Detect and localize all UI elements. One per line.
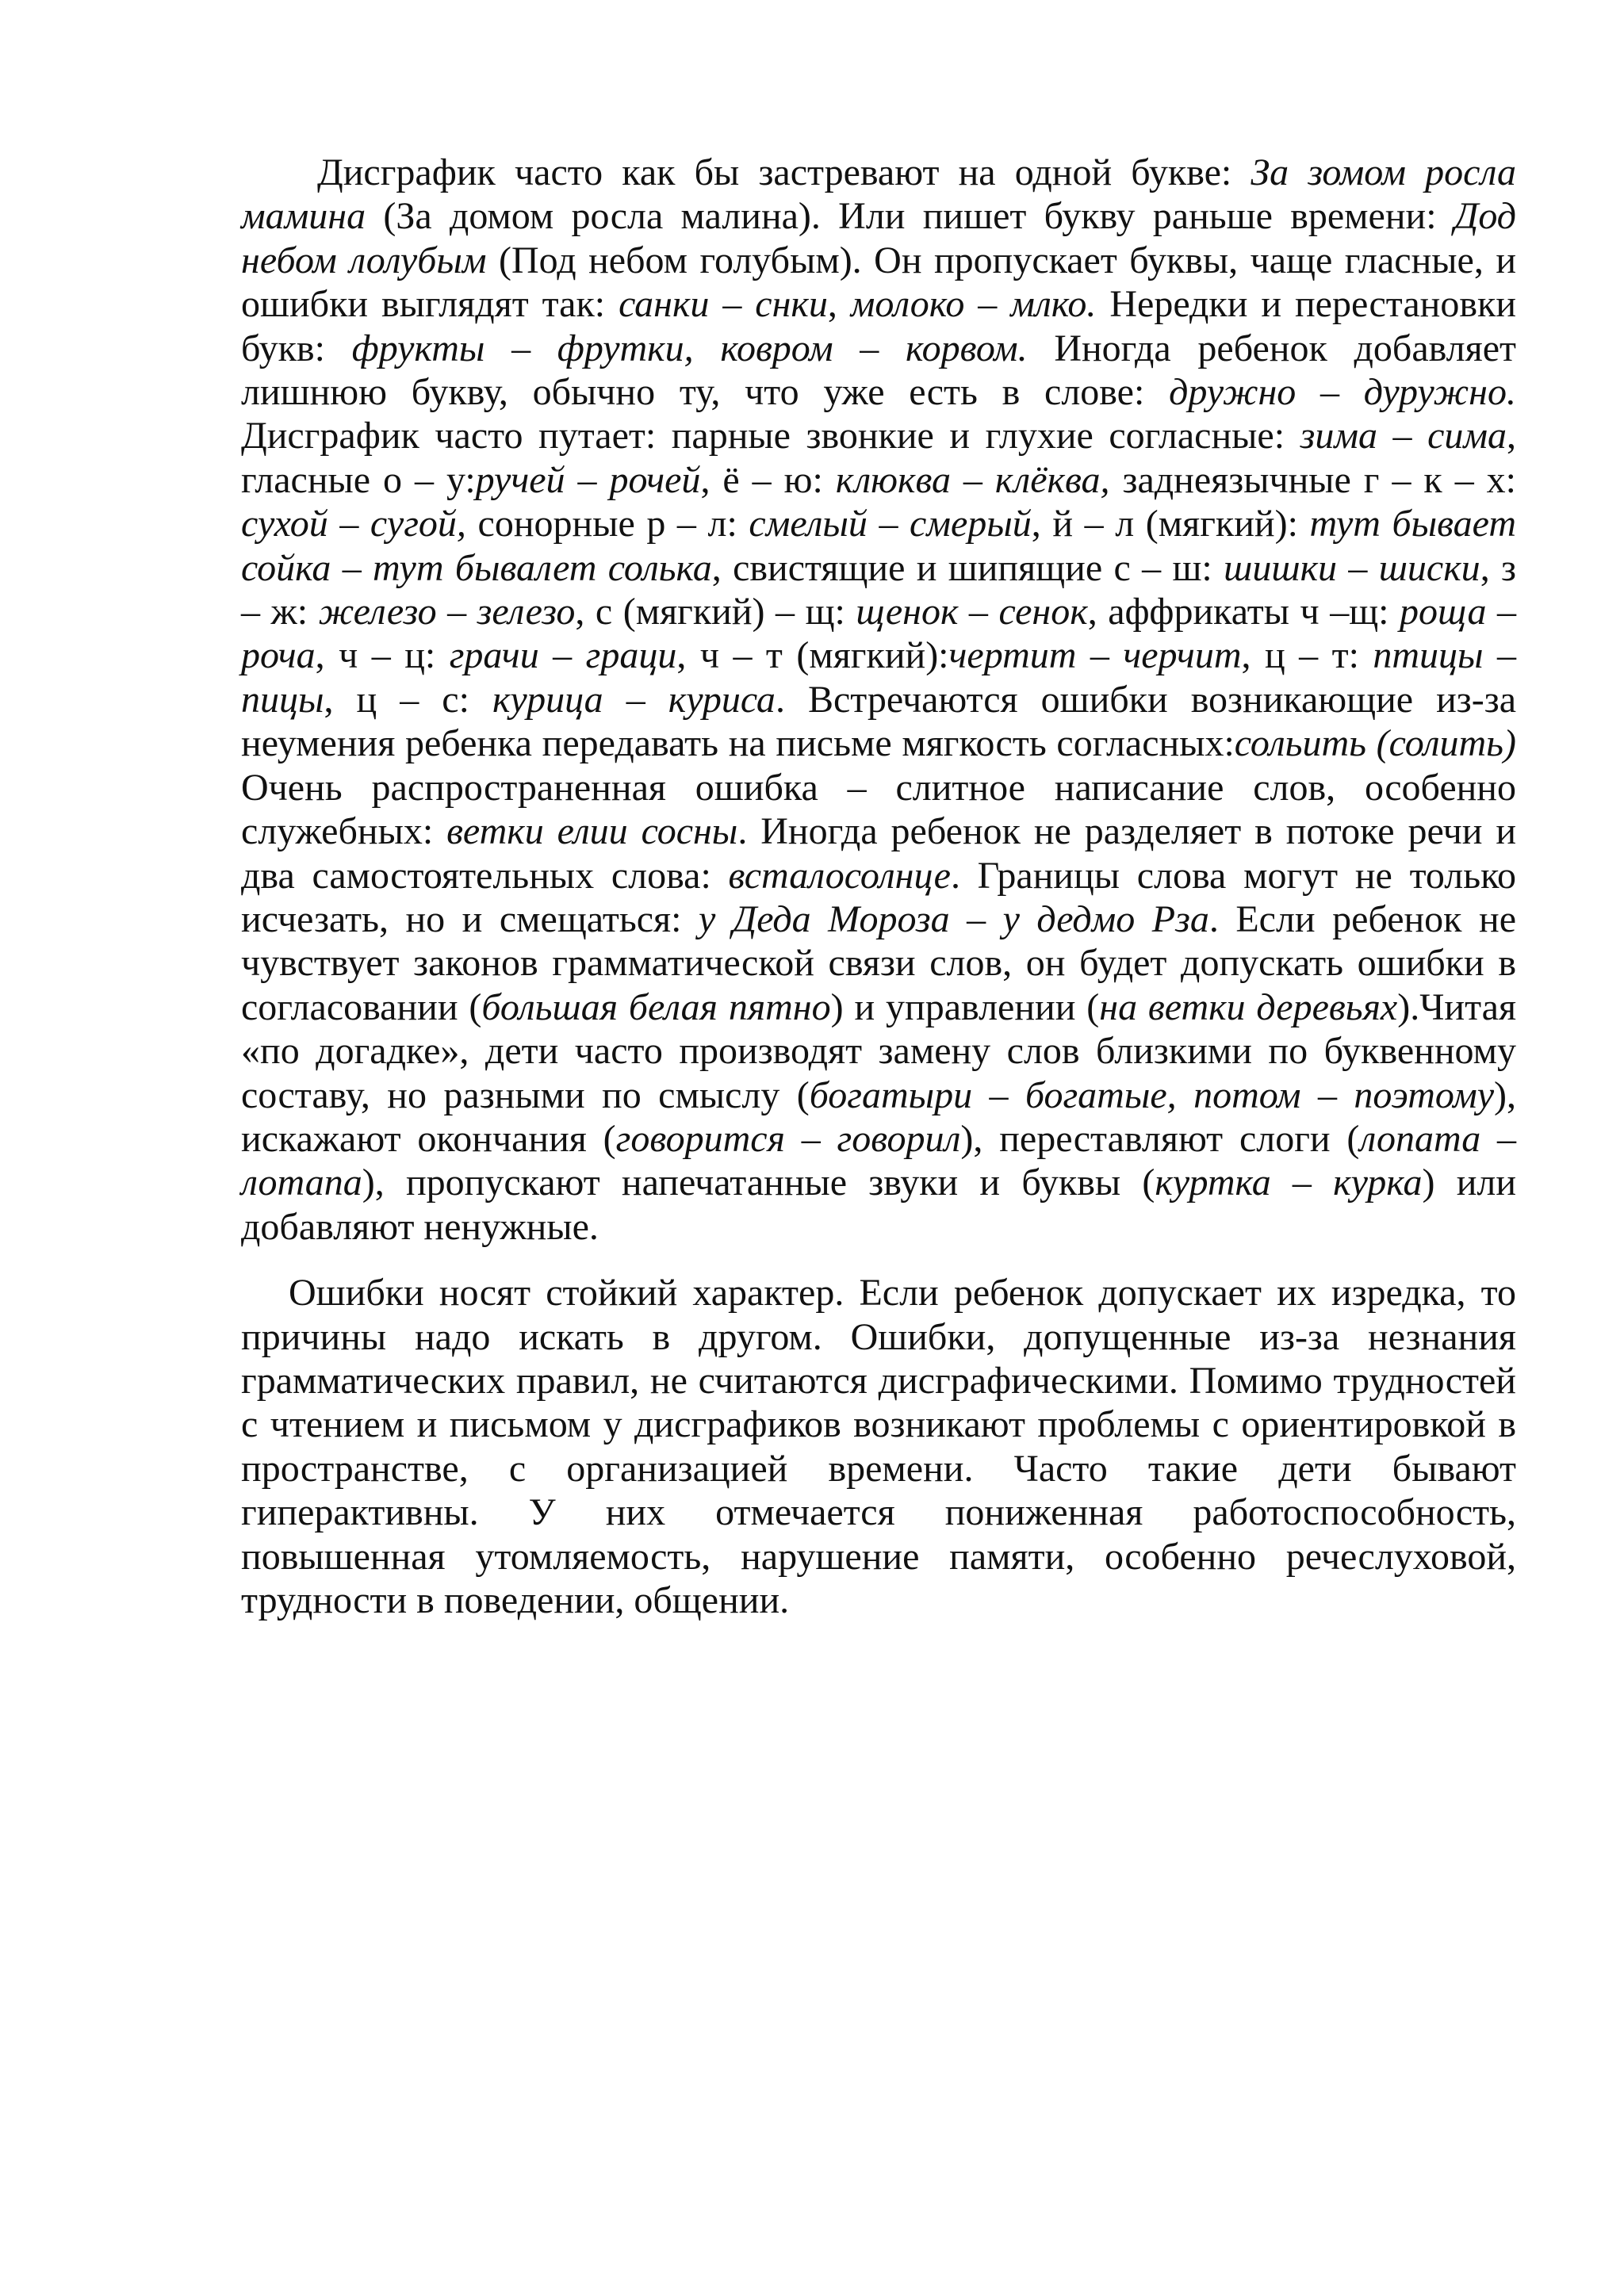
italic-example-text: богатыри – богатые, потом – поэтому: [809, 1073, 1495, 1116]
italic-example-text: птицы – пицы: [241, 634, 1517, 721]
body-text: , ч – т (мягкий):: [676, 634, 949, 677]
body-text: . Границы слова могут не только исчезать, но и смещаться:: [241, 854, 1517, 940]
body-text: , аффрикаты ч –щ:: [1087, 591, 1400, 633]
italic-example-text: ветки елии сосны: [446, 810, 738, 853]
body-text: (За домом росла малина). Или пишет букву раньше времени:: [366, 195, 1454, 238]
body-text: , с (мягкий) – щ:: [575, 591, 856, 633]
body-text: Дисграфик часто путает: парные звонкие и глухие согласные:: [241, 415, 1300, 457]
italic-example-text: сухой – сугой,: [241, 503, 466, 545]
italic-example-text: у Деда Мороза – у дедмо Рза: [698, 897, 1209, 940]
italic-example-text: говорится – говорил: [615, 1117, 961, 1160]
italic-example-text: роща – роча: [241, 591, 1517, 677]
italic-example-text: железо – зелезо: [318, 591, 576, 633]
italic-example-text: сольить (солить): [1234, 722, 1517, 765]
italic-example-text: на ветки деревьях: [1099, 985, 1398, 1028]
italic-example-text: фрукты – фрутки, ковром – корвом.: [351, 327, 1028, 369]
body-text: Дисграфик часто как бы застревают на одной букве:: [317, 151, 1251, 193]
body-text: заднеязычные г – к – х:: [1109, 458, 1517, 501]
body-text: , ц – т:: [1241, 634, 1373, 677]
body-text: , свистящие и шипящие с – ш:: [711, 546, 1224, 589]
italic-example-text: смелый – смерый: [749, 503, 1032, 545]
italic-example-text: большая белая пятно: [481, 985, 831, 1028]
italic-example-text: ручей – рочей: [475, 458, 701, 501]
italic-example-text: грачи – граци: [449, 634, 677, 677]
body-text: , ё – ю:: [700, 458, 836, 501]
body-text: ), переставляют слоги (: [960, 1117, 1360, 1160]
italic-example-text: всталосолнце: [728, 854, 951, 897]
paragraph-dysgraphia-errors: [241, 151, 1516, 1249]
italic-example-text: Дод небом лолубым: [241, 195, 1516, 281]
italic-example-text: дружно – дуружно.: [1169, 371, 1516, 414]
body-text: ).Читая «по догадке», дети часто производят замену слов близкими по буквенному составу, но разными по смыслу (: [241, 985, 1517, 1116]
body-text: Очень распространенная ошибка – слитное написание слов, особенно служебных:: [241, 766, 1516, 853]
italic-example-text: шишки – шиски: [1224, 546, 1480, 589]
italic-example-text: санки – снки: [619, 283, 828, 326]
body-text: Иногда ребенок добавляет лишнюю букву, обычно ту, что уже есть в слове:: [241, 327, 1516, 414]
body-text: Ошибки носят стойкий характер. Если ребенок допускает их изредка, то причины надо искать в другом. Ошибки, допущенные из-за незнания грамматических правил, не считаются дисграфическими. Помимо трудностей с чтением и письмом у дисграфиков возникают проблемы с ориентировкой в пространстве, с организацией времени. Часто такие дети бывают гиперактивны. У них отмечается пониженная работоспособность, повышенная утомляемость, нарушение памяти, особенно речеслуховой, трудности в поведении, общении.: [241, 1272, 1516, 1621]
body-text: ), искажают окончания (: [241, 1073, 1517, 1160]
italic-example-text: лопата – лотапа: [241, 1117, 1517, 1204]
body-text: , гласные о – у:: [241, 415, 1517, 501]
body-text: , й – л (мягкий):: [1031, 503, 1310, 545]
italic-example-text: тут бывает сойка – тут бывалет солька: [241, 503, 1517, 589]
italic-example-text: куртка – курка: [1155, 1161, 1423, 1204]
body-text: , ч – ц:: [315, 634, 450, 677]
italic-example-text: чертит – черчит: [948, 634, 1242, 677]
body-text: (Под небом голубым). Он пропускает буквы, чаще гласные, и ошибки выглядят так:: [241, 239, 1517, 326]
body-text: ) и управлении (: [830, 985, 1100, 1028]
body-text: . Если ребенок не чувствует законов грамматической связи слов, он будет допускать ошибки в согласовании (: [241, 897, 1516, 1028]
italic-example-text: клюква – клёква,: [835, 458, 1110, 501]
italic-example-text: зима – сима: [1300, 415, 1507, 457]
body-text: Нередки и перестановки букв:: [241, 283, 1517, 369]
body-text: , ц – с:: [324, 678, 492, 721]
italic-example-text: молоко – млко.: [850, 283, 1097, 326]
document-page: [241, 151, 1516, 1622]
paragraph-error-characteristics: [241, 1271, 1516, 1622]
body-text: ,: [827, 283, 851, 326]
body-text: ), пропускают напечатанные звуки и буквы (: [362, 1161, 1155, 1204]
body-text: . Встречаются ошибки возникающие из-за неумения ребенка передавать на письме мягкость согласных:: [241, 678, 1517, 765]
italic-example-text: щенок – сенок: [856, 591, 1088, 633]
body-text: , з – ж:: [241, 546, 1516, 633]
italic-example-text: За зомом росла мамина: [241, 151, 1516, 238]
body-text: ) или добавляют ненужные.: [241, 1161, 1517, 1248]
italic-example-text: курица – куриса: [492, 678, 776, 721]
body-text: . Иногда ребенок не разделяет в потоке речи и два самостоятельных слова:: [241, 810, 1517, 897]
body-text: сонорные р – л:: [465, 503, 749, 545]
